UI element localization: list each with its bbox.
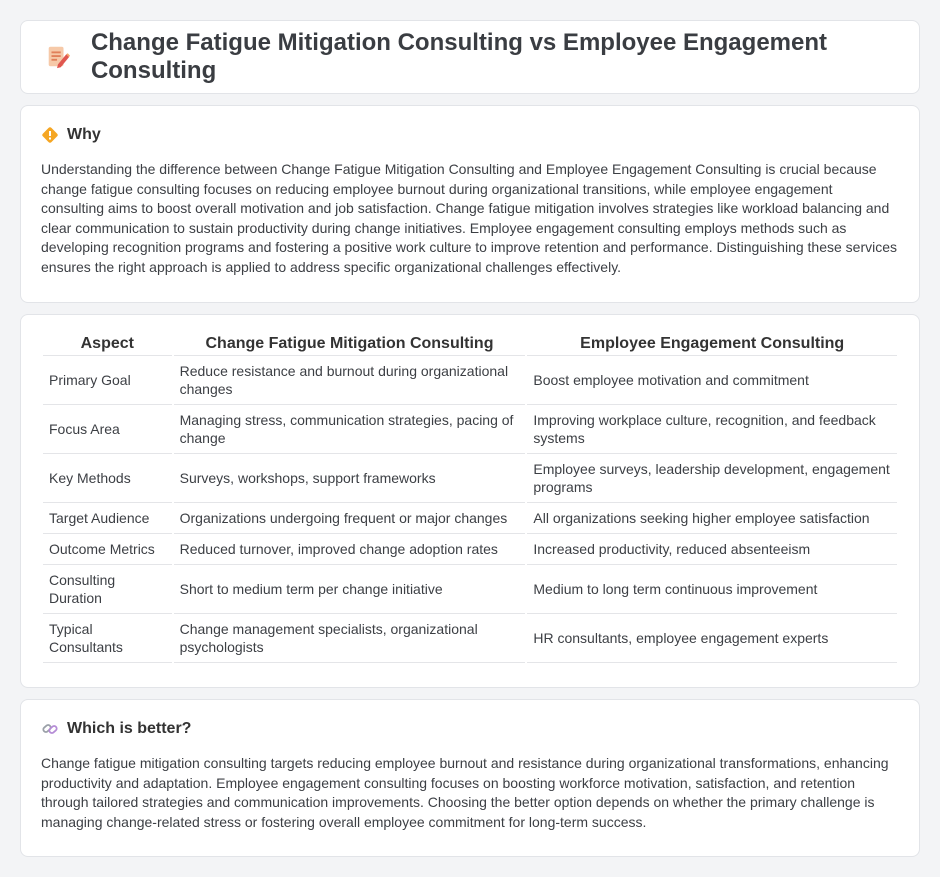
better-heading: Which is better? [67,720,192,737]
table-cell: Primary Goal [43,356,172,405]
table-cell: Boost employee motivation and commitment [527,356,897,405]
link-icon [41,720,59,738]
table-cell: Reduce resistance and burnout during organizational changes [174,356,526,405]
table-cell: Medium to long term continuous improvement [527,565,897,614]
table-header-row [43,331,897,356]
table-cell: Typical Consultants [43,614,172,663]
table-row [43,614,897,663]
table-row [43,503,897,534]
comparison-section [20,314,920,688]
column-header-aspect: Aspect [43,331,172,356]
table-cell: Target Audience [43,503,172,534]
table-cell: Managing stress, communication strategies, pacing of change [174,405,526,454]
document-pencil-icon [45,43,71,71]
header-card [20,20,920,94]
column-header-change-fatigue: Change Fatigue Mitigation Consulting [174,331,526,356]
table-cell: Increased productivity, reduced absenteeism [527,534,897,565]
table-cell: Reduced turnover, improved change adoption rates [174,534,526,565]
table-cell: Focus Area [43,405,172,454]
table-row [43,454,897,503]
table-cell: All organizations seeking higher employee satisfaction [527,503,897,534]
table-cell: Key Methods [43,454,172,503]
table-row [43,405,897,454]
table-cell: Consulting Duration [43,565,172,614]
table-cell: HR consultants, employee engagement experts [527,614,897,663]
better-text: Change fatigue mitigation consulting targets reducing employee burnout and resistance during organizational transformations, enhancing productivity and adaptation. Employee engagement consulting focuses on boosting workforce motivation, satisfaction, and retention through tailored strategies and communication improvements. Choosing the better option depends on whether the primary challenge is managing change-related stress or fostering overall employee commitment for long-term success. [41,755,889,830]
why-heading: Why [67,126,101,143]
why-section [20,105,920,303]
table-row [43,534,897,565]
comparison-table [41,331,899,663]
why-heading-row [41,126,899,144]
diamond-warning-icon [41,126,59,144]
table-row [43,356,897,405]
which-is-better-section [20,699,920,857]
why-text: Understanding the difference between Change Fatigue Mitigation Consulting and Employee Engagement Consulting is crucial because change fatigue consulting focuses on reducing employee burnout during organizational transitions, while employee engagement consulting aims to boost overall motivation and job satisfaction. Change fatigue mitigation involves strategies like workload balancing and clear communication to sustain productivity during change initiatives. Employee engagement consulting employs methods such as developing recognition programs and fostering a positive work culture to improve retention and performance. Distinguishing these services ensures the right approach is applied to address specific organizational challenges effectively. [41,161,898,275]
table-cell: Change management specialists, organizational psychologists [174,614,526,663]
table-cell: Outcome Metrics [43,534,172,565]
column-header-employee-engagement: Employee Engagement Consulting [527,331,897,356]
table-row [43,565,897,614]
table-cell: Short to medium term per change initiative [174,565,526,614]
table-cell: Improving workplace culture, recognition, and feedback systems [527,405,897,454]
table-cell: Employee surveys, leadership development, engagement programs [527,454,897,503]
table-cell: Surveys, workshops, support frameworks [174,454,526,503]
page-title: Change Fatigue Mitigation Consulting vs Employee Engagement Consulting [90,29,828,84]
better-heading-row [41,720,899,738]
table-cell: Organizations undergoing frequent or major changes [174,503,526,534]
